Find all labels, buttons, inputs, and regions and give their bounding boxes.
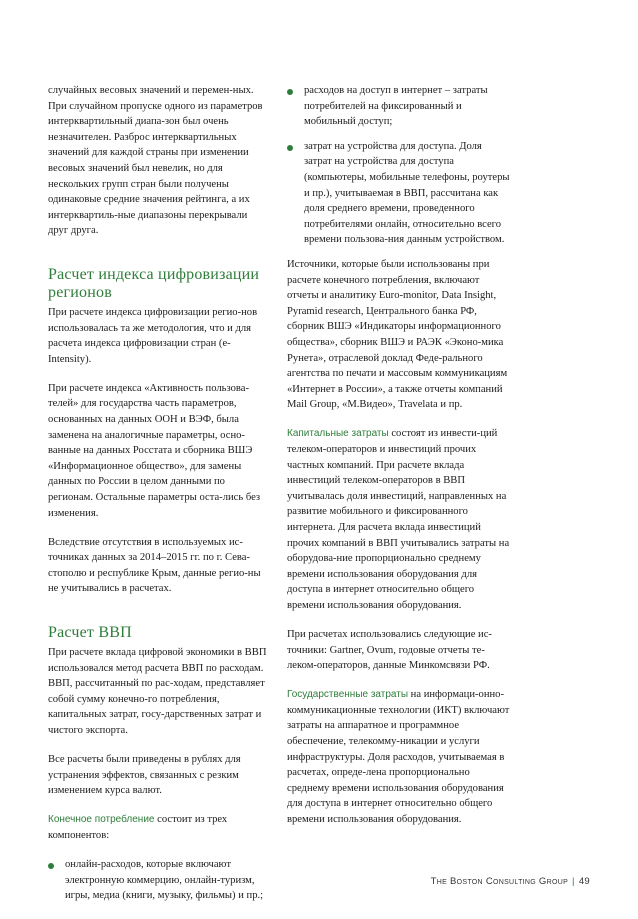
list-item xyxy=(287,83,511,130)
paragraph-capital-costs xyxy=(287,426,511,613)
paragraph-capital-sources: При расчетах использовались следующие ис-точники: Gartner, Ovum, годовые отчеты те-леком-операторов, данные Минкомсвязи РФ. xyxy=(287,629,492,672)
paragraph-government-costs xyxy=(287,687,511,827)
term-capital-costs: Капитальные затраты xyxy=(287,428,389,440)
final-consumption-text: состоит из трех компонентов: xyxy=(48,814,228,841)
bullet-dot-icon xyxy=(287,89,293,95)
paragraph-sources: Источники, которые были использованы при расчете конечного потребления, включают отчеты и аналитику Euro-monitor, Data Insight, Pyramid research, Центрального банка РФ, сборник ВШЭ «Индикаторы информационного общества», сборник ВШЭ и РАЭК «Эконо-мика Рунета», отраслевой доклад Феде-рального агентства по печати и массовым коммуникациям «Интернет в России», а также отчеты компаний Mail Group, «М.Видео», Travelata и пр. xyxy=(287,258,508,411)
paragraph-final-consumption xyxy=(48,812,270,843)
bullet-internet-access: расходов на доступ в интернет – затраты потребителей на фиксированный и мобильный доступ; xyxy=(304,85,488,128)
paragraph-gdp-method: При расчете вклада цифровой экономики в ВВП использовался метод расчета ВВП по расходам. ВВП, рассчитанный по рас-ходам, представляет собой сумму конечно-го потребления, капитальных затрат, госу-дарственных затрат и чистого экспорта. xyxy=(48,647,267,736)
paragraph-weights: случайных весовых значений и перемен-ных. При случайном пропуске одного из параметров интерквартильный диапа-зон был очень незначителен. Разброс интерквартильных значений для каждой страны при изменении весовых значений был невелик, но для нескольких групп стран были получены одинаковые средние значения рейтинга, а их интерквартиль-ные диапазоны перекрывали друг друга. xyxy=(48,85,263,237)
paragraph-user-activity: При расчете индекса «Активность пользова-телей» для государства часть параметров, основанных на данных ООН и ВЭФ, была заменена на аналогичные параметры, осно-ванные на данных Росстата и сборника ВШЭ «Информационное общество», для замены данных по России в целом данными по регионам. Остальные параметры оста-лись без изменения. xyxy=(48,382,261,519)
government-costs-text: на информаци-онно-коммуникационные технологии (ИКТ) включают затраты на аппаратное и программное обеспечение, телекомму-никации и услуги инфраструктуры. Доля расходов, учитываемая в расчетах, опреде-лена пропорционально среднему времени использования оборудования для доступа в интернет относительно общего времени использования оборудования. xyxy=(287,689,510,826)
paragraph-region-method: При расчете индекса цифровизации регио-нов использовалась та же методология, что и для расчета индекса цифровизации стран (e-Intensity). xyxy=(48,306,258,365)
page-number: 49 xyxy=(578,876,590,887)
right-column xyxy=(287,83,511,841)
bullet-dot-icon xyxy=(48,863,54,869)
term-government-costs: Государственные затраты xyxy=(287,689,409,701)
left-column xyxy=(48,83,270,913)
consumption-list-continued xyxy=(287,83,511,248)
term-final-consumption: Конечное потребление xyxy=(48,814,155,826)
paragraph-rubles: Все расчеты были приведены в рублях для устранения эффектов, связанных с резким изменением курса валют. xyxy=(48,754,241,797)
bullet-dot-icon xyxy=(287,145,293,151)
list-item xyxy=(287,139,511,248)
heading-gdp: Расчет ВВП xyxy=(48,624,132,642)
page-footer xyxy=(431,876,590,887)
consumption-list xyxy=(48,857,270,904)
footer-separator: | xyxy=(572,876,575,887)
bullet-online-spending: онлайн-расходов, которые включают электронную коммерцию, онлайн-туризм, игры, медиа (книги, музыку, фильмы) и пр.; xyxy=(65,859,264,902)
list-item xyxy=(48,857,270,904)
bullet-devices: затрат на устройства для доступа. Доля затрат на устройства для доступа (компьютеры, мобильные телефоны, роутеры и пр.), учитываемая в ВВП, рассчитана как доля среднего времени, проведенного потребителями онлайн, относительно всего времени пользова-ния данным устройством. xyxy=(304,140,510,246)
heading-region-index: Расчет индекса цифровизации регионов xyxy=(48,265,260,301)
footer-brand: The Boston Consulting Group xyxy=(430,876,569,887)
capital-costs-text: состоят из инвести-ций телеком-операторов и инвестиций прочих частных компаний. При расчете вклада инвестиций телеком-операторов в ВВП учитывалась доля инвестиций, направленных на развитие мобильного и фиксированного интернета. Для расчета вклада инвестиций прочих компаний в ВВП учитывались затраты на оборудова-ние пропорционально среднему времени использования оборудования для доступа в интернет относительно общего времени использования оборудования. xyxy=(287,428,510,611)
paragraph-crimea: Вследствие отсутствия в используемых ис-точниках данных за 2014–2015 гг. по г. Сева-стополю и республике Крым, данные регио-ны не учитывались в расчетах. xyxy=(48,536,261,595)
